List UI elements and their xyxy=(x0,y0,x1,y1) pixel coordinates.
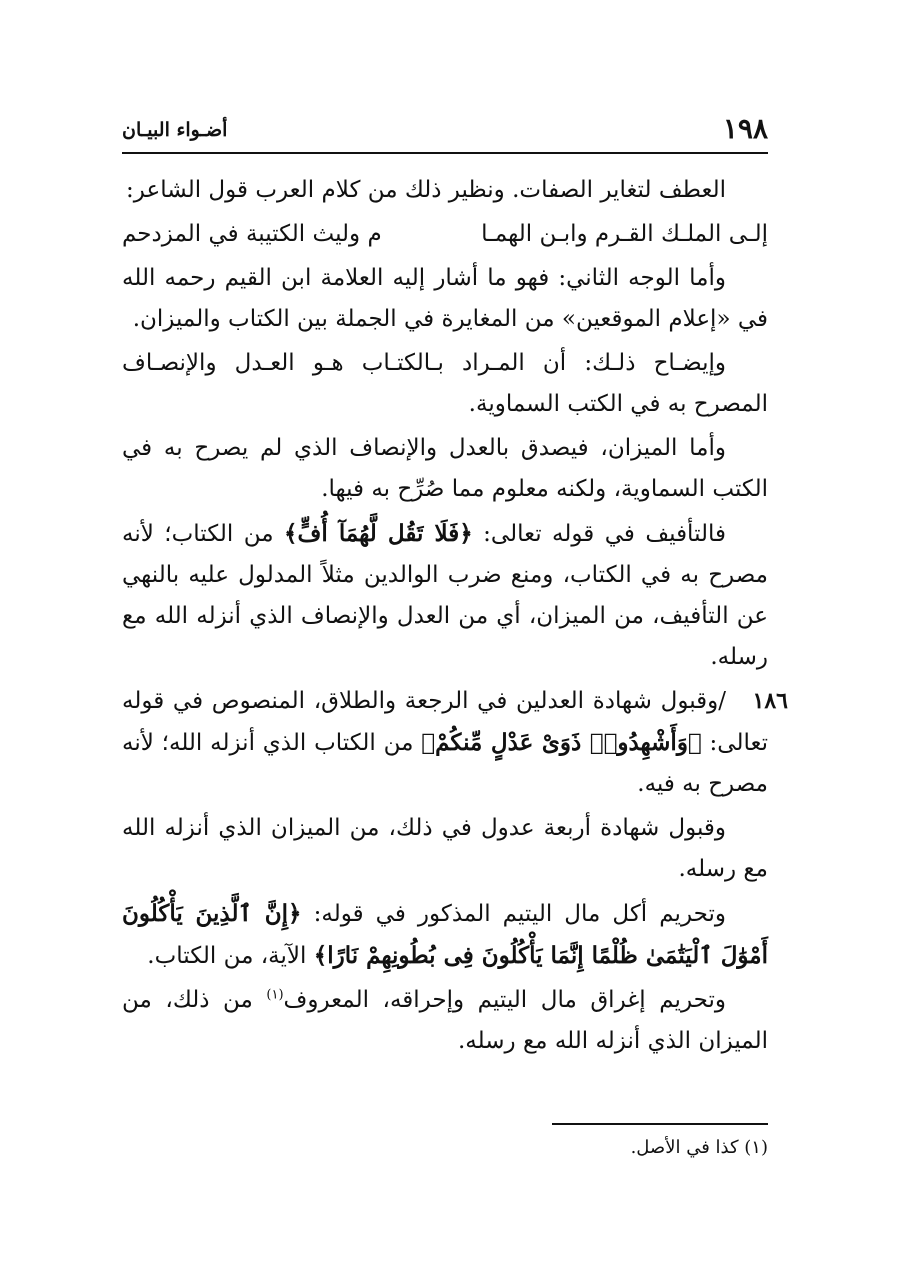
paragraph-3: وإيضـاح ذلـك: أن المـراد بـالكتـاب هـو العـدل والإنصـاف المصرح به في الكتب السماوية. xyxy=(122,350,768,417)
quran-quote: ﴿فَلَا تَقُل لَّهُمَآ أُفٍّ﴾ xyxy=(284,520,473,547)
page-header xyxy=(122,108,768,154)
paragraph-5 xyxy=(122,513,768,678)
paragraph-5-text-a: فالتأفيف في قوله تعالى: xyxy=(472,521,727,547)
paragraph-8 xyxy=(122,893,768,977)
verse-second-hemistich: م وليث الكتيبة في المزدحم xyxy=(122,221,382,247)
poetry-verse xyxy=(122,214,768,255)
main-text xyxy=(122,170,788,1065)
page-number: ١٩٨ xyxy=(722,112,768,145)
paragraph-5-text-b: من الكتاب؛ لأنه مصرح به في الكتاب، ومنع ضرب الوالدين مثلاً المدلول عليه بالنهي عن التأفيف، من الميزان، أي من العدل والإنصاف الذي أنزله الله مع رسله. xyxy=(122,521,768,670)
footnote: (١) كذا في الأصل. xyxy=(630,1137,768,1158)
margin-page-number: ١٨٦ xyxy=(752,688,788,714)
paragraph-4: وأما الميزان، فيصدق بالعدل والإنصاف الذي لم يصرح به في الكتب السماوية، ولكنه معلوم مما صُرِّح به فيها. xyxy=(122,435,768,502)
paragraph-6 xyxy=(122,681,788,805)
paragraph-9 xyxy=(122,980,768,1062)
quran-quote: ﴿إِنَّ ٱلَّذِينَ يَأْكُلُونَ أَمْوَٰلَ ٱلْيَتَٰمَىٰ ظُلْمًا إِنَّمَا يَأْكُلُونَ فِى بُطُونِهِمْ نَارًا﴾ xyxy=(122,900,768,969)
paragraph-8-text-a: وتحريم أكل مال اليتيم المذكور في قوله: xyxy=(301,901,727,927)
paragraph-6-text-b: من الكتاب الذي أنزله الله؛ لأنه مصرح به فيه. xyxy=(122,730,768,797)
paragraph-8-text-b: الآية، من الكتاب. xyxy=(147,943,314,969)
paragraph-2: وأما الوجه الثاني: فهو ما أشار إليه العلامة ابن القيم رحمه الله في «إعلام الموقعين» من المغايرة في الجملة بين الكتاب والميزان. xyxy=(122,265,768,332)
verse-first-hemistich: إلـى الملـك القـرم وابـن الهمـا xyxy=(481,221,768,247)
paragraph-6-text-a: /وقبول شهادة العدلين في الرجعة والطلاق، المنصوص في قوله تعالى: xyxy=(122,688,768,756)
paragraph-9-text-a: وتحريم إغراق مال اليتيم وإحراقه، المعروف xyxy=(283,987,726,1013)
paragraph-9-text-b: من ذلك، من الميزان الذي أنزله الله مع رسله. xyxy=(122,987,768,1054)
running-title: أضـواء البيـان xyxy=(122,119,228,141)
footnote-divider xyxy=(552,1123,768,1125)
paragraph-1: العطف لتغاير الصفات. ونظير ذلك من كلام العرب قول الشاعر: xyxy=(126,177,726,203)
quran-quote: ﴿وَأَشْهِدُوا۟ ذَوَىْ عَدْلٍ مِّنكُمْ﴾ xyxy=(421,729,702,756)
paragraph-7: وقبول شهادة أربعة عدول في ذلك، من الميزان الذي أنزله الله مع رسله. xyxy=(122,815,768,882)
footnote-marker: (١) xyxy=(266,987,284,1003)
